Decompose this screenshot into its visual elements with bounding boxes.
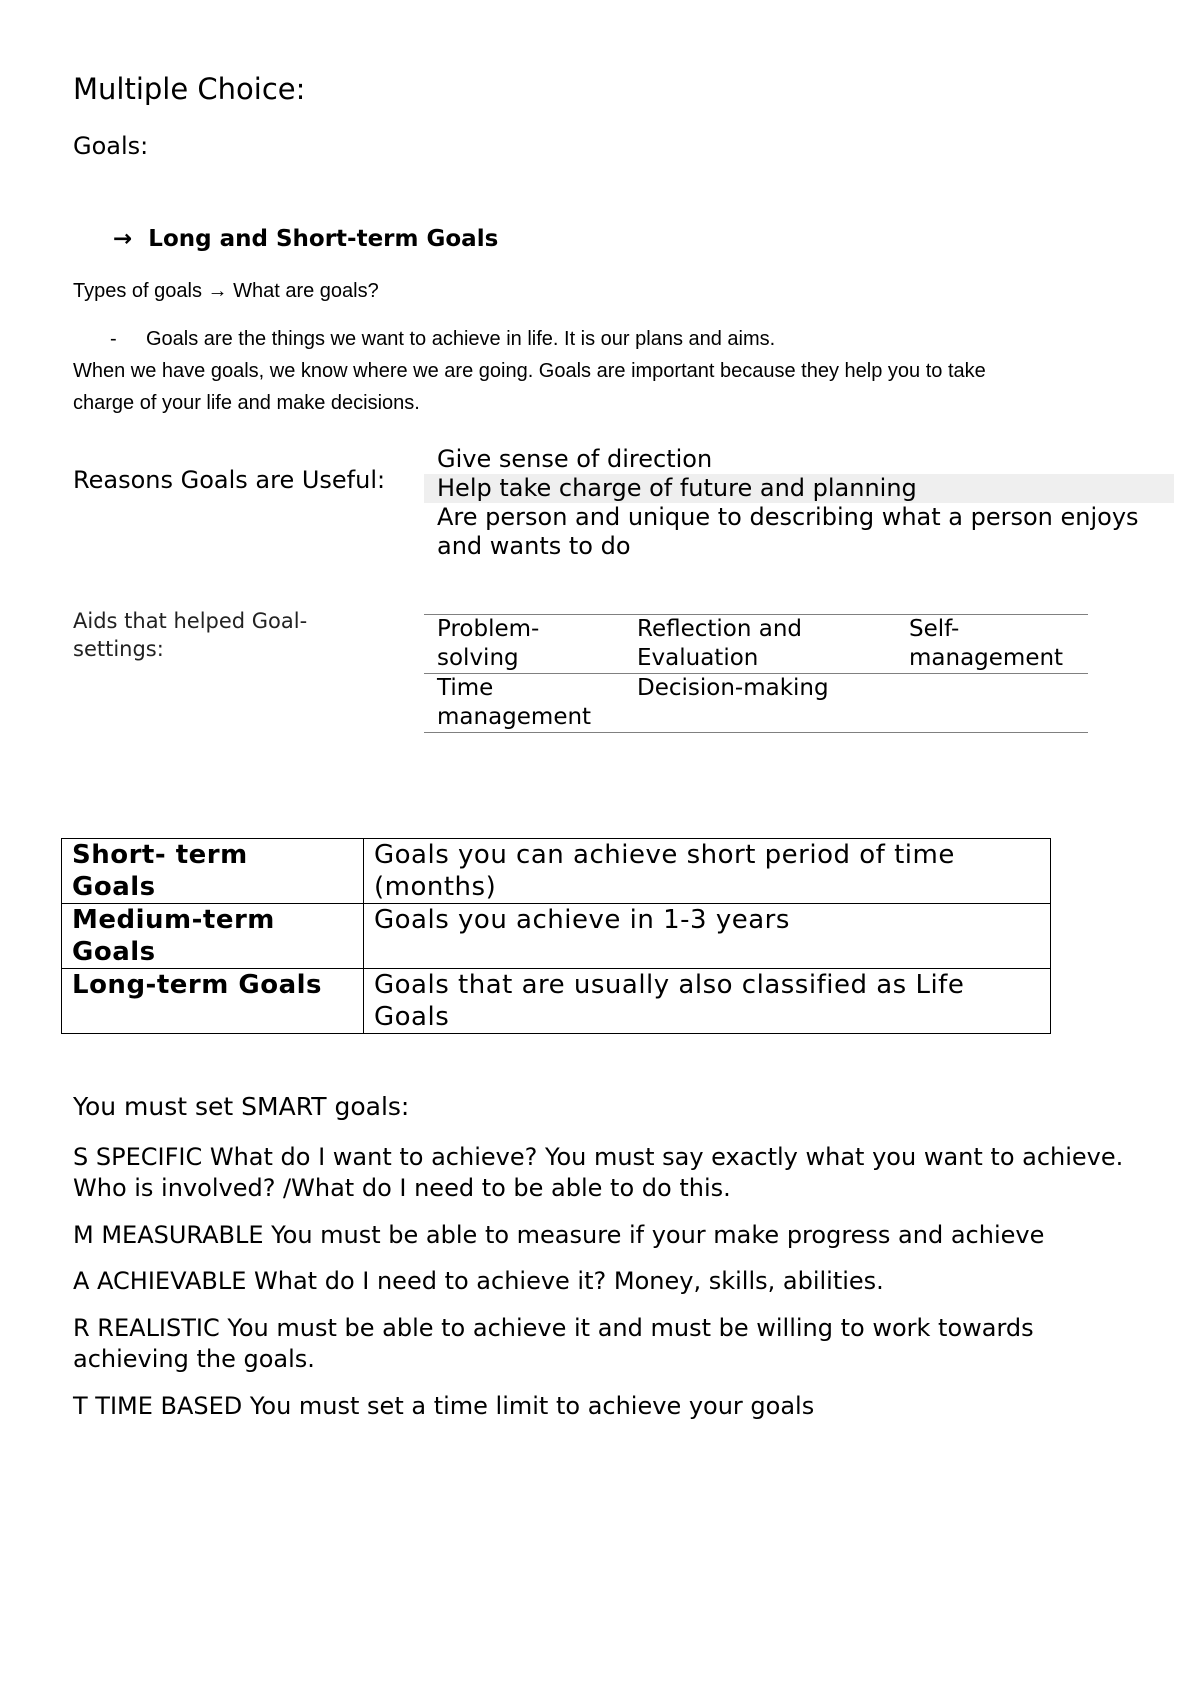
smart-item: R REALISTIC You must be able to achieve it and must be willing to work towards achieving the goals.	[73, 1314, 1034, 1373]
reason-item: and wants to do	[437, 532, 631, 560]
topic-heading: Goals:	[73, 132, 149, 160]
table-row	[62, 904, 1051, 969]
types-line: Types of goals → What are goals?	[73, 280, 379, 302]
smart-item: T TIME BASED You must set a time limit to achieve your goals	[73, 1392, 815, 1420]
intro-line-2: charge of your life and make decisions.	[73, 392, 420, 414]
smart-item: M MEASURABLE You must be able to measure if your make progress and achieve	[73, 1221, 1045, 1249]
table-row	[62, 969, 1051, 1034]
aids-label: Aids that helped Goal- settings:	[73, 609, 308, 661]
arrow-icon: →	[113, 226, 133, 252]
bullet-text: Goals are the things we want to achieve in life. It is our plans and aims.	[146, 328, 776, 350]
description-cell: Goals you achieve in 1-3 years	[364, 904, 1051, 969]
smart-item: S SPECIFIC What do I want to achieve? You must say exactly what you want to achieve. Who is involved? /What do I need to be able to do this.	[73, 1143, 1124, 1202]
section-heading	[113, 226, 498, 252]
term-cell: Short- term Goals	[62, 839, 364, 904]
aids-cell: Problem- solving	[424, 615, 624, 674]
aids-cell: Time management	[424, 674, 624, 733]
reason-item: Are person and unique to describing what a person enjoys	[437, 503, 1139, 531]
aids-row	[424, 615, 1088, 674]
aids-cell: Reflection and Evaluation	[624, 615, 896, 674]
aids-table	[424, 614, 1088, 733]
reason-item: Give sense of direction	[437, 445, 713, 473]
smart-item: A ACHIEVABLE What do I need to achieve it? Money, skills, abilities.	[73, 1267, 884, 1295]
bullet-marker: -	[110, 328, 117, 350]
intro-line-1: When we have goals, we know where we are going. Goals are important because they help you to take	[73, 360, 986, 382]
goal-terms-table	[61, 838, 1051, 1034]
section-title: Long and Short-term Goals	[148, 226, 499, 252]
description-cell: Goals you can achieve short period of time (months)	[364, 839, 1051, 904]
description-cell: Goals that are usually also classified as Life Goals	[364, 969, 1051, 1034]
aids-row	[424, 674, 1088, 733]
aids-cell: Decision-making	[624, 674, 896, 733]
term-cell: Long-term Goals	[62, 969, 364, 1034]
table-row	[62, 839, 1051, 904]
reasons-label: Reasons Goals are Useful:	[73, 466, 386, 494]
reason-item: Help take charge of future and planning	[424, 474, 1174, 503]
smart-heading: You must set SMART goals:	[73, 1092, 410, 1121]
term-cell: Medium-term Goals	[62, 904, 364, 969]
aids-cell: Self- management	[896, 615, 1088, 674]
page-title: Multiple Choice:	[73, 72, 306, 106]
aids-cell	[896, 674, 1088, 733]
